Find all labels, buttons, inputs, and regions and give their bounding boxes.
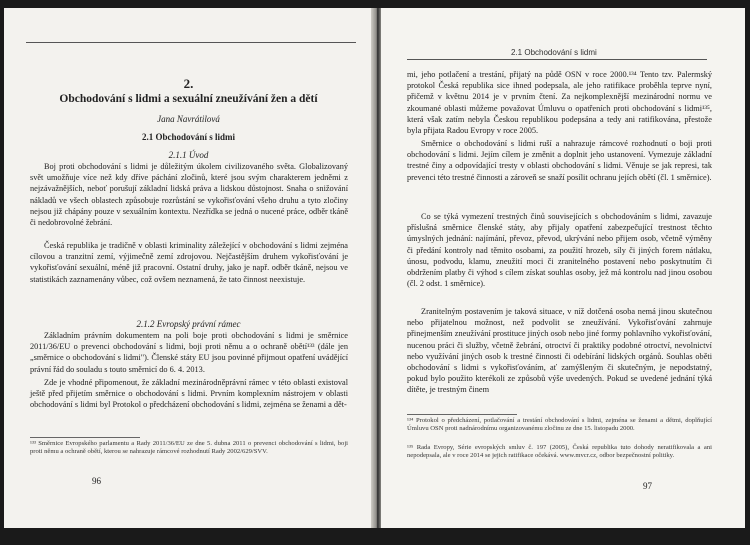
author-name: Jana Navrátilová xyxy=(157,114,220,124)
paragraph: Základním právním dokumentem na poli boje proti obchodování s lidmi je směrnice 2011/36/EU o prevenci obchodování s lidmi, boji proti němu a o ochraně obětí¹³³ (dále jen „směrnice o obchodování s lidmi"). Členské státy EU jsou povinné přijmout opatření uvádějící právní řád do souladu s touto směrnicí do 6. 4. 2013. xyxy=(30,331,348,374)
running-header: 2.1 Obchodování s lidmi xyxy=(511,48,597,57)
paragraph: mi, jeho potlačení a trestání, přijatý na půdě OSN v roce 2000.¹³⁴ Tento tzv. Palermský protokol Česká republika sice ihned podepsala, ale jeho ratifikace proběhla teprve nyní, přičemž v květnu 2014 je v prvním čtení. Za nejkomplexnější mezinárodní normu ve zkoumané oblasti můžeme považovat Úmluvu o opatřeních proti obchodování s lidmi¹³⁵, která však zatím nebyla Českou republikou podepsána a tedy ani ratifikována, přestože byla přijata Radou Evropy v roce 2005. xyxy=(407,70,712,136)
chapter-number: 2. xyxy=(183,76,194,91)
footnote-rule xyxy=(407,414,517,415)
right-page xyxy=(381,8,745,528)
header-rule xyxy=(26,42,356,43)
header-rule xyxy=(407,59,707,60)
subsection-heading: 2.1.1 Úvod xyxy=(168,150,209,160)
paragraph: Česká republika je tradičně v oblasti kriminality záležející v obchodování s lidmi zejména cílovou a tranzitní zemí, výjimečně zemí zdrojovou. Nejčastějším druhem vykořisťování je vykořisťování sexuální, méně již pracovní. Ostatní druhy, jako je např. odběr tkáně, nejsou ve statistikách zaznamenány vůbec, což ovšem neznamená, že tato činnost neexistuje. xyxy=(30,241,348,284)
left-page xyxy=(4,8,373,528)
paragraph: Zde je vhodné připomenout, že základní mezinárodněprávní rámec v této oblasti existoval ještě před přijetím směrnice o obchodování s lidmi. Prvním komplexním nástrojem v oblasti obchodování s lidmi byl Protokol o předcházení obchodování s lidmi, zejména se ženami a dět- xyxy=(30,378,348,410)
footnote: ¹³⁵ Rada Evropy, Série evropských smluv č. 197 (2005), Česká republika tuto dohody neratifikovala a ani nepodepsala, ale v roce 2014 se jejich ratifikace očekává. www.mvcr.cz, odbor bezpečnostní politiky. xyxy=(407,444,712,460)
footnote: ¹³³ Směrnice Evropského parlamentu a Rady 2011/36/EU ze dne 5. dubna 2011 o prevenci obchodování s lidmi, boji proti němu a ochraně obětí, kterou se nahrazuje rámcové rozhodnutí Rady 2002/629/SVV. xyxy=(30,440,348,456)
paragraph: Zranitelným postavením je taková situace, v níž dotčená osoba nemá jinou skutečnou nebo přijatelnou možnost, než podvolit se zneužívání. Vykořisťování zahrnuje přinejmenším zneužívání prostituce jiných osob nebo jiné formy pohlavního vykořisťování, nucenou práci či služby, včetně žebrání, otroctví či praktiky podobné otroctví, nevolnictví nebo využívání jiných osob k trestné činnosti či odebírání lidských orgánů. Souhlas oběti obchodování s lidmi s vykořisťováním, ať zamýšleným či skutečným, je nepodstatný, pokud bylo použito kterékoli ze způsobů výše uvedených. Pokud se uvedené jednání týká dítěte, je trestným činem xyxy=(407,307,712,395)
paragraph: Boj proti obchodování s lidmi je důležitým úkolem civilizovaného světa. Globalizovaný svět umožňuje více než kdy dříve páchání zločinů, které jsou svým charakterem jedněmi z nejzávažnějších, neboť porušují základní lidská práva a lidskou důstojnost. Snaha o snižování nákladů ve všech oblastech způsobuje rozrůstání se vykořisťování všeho druhu a tyto zločiny nejsou již chápány pouze v sexuálním kontextu. Nezřídka se jedná o nucené práce, odběr tkáně či nedobrovolné žebrání. xyxy=(30,162,348,228)
paragraph: Co se týká vymezení trestných činů souvisejících s obchodováním s lidmi, zavazuje příslušná směrnice členské státy, aby přijaly opatření zabezpečující trestnost těchto úmyslných jednání: najímání, převoz, převod, ukrývání nebo přijem osob, včetně výměny či předání kontroly nad těmito osobami, za použití hrozeb, síly či jiných forem nátlaku, únosu, podvodu, klamu, zneužití moci či zranitelného postavení nebo poskytnutím či obdržením platby či výhod s cílem získat souhlas osoby, jež má kontrolu nad jinou osobou (čl. 2 odst. 1 směrnice). xyxy=(407,212,712,289)
paragraph: Směrnice o obchodování s lidmi ruší a nahrazuje rámcové rozhodnutí o boji proti obchodování s lidmi. Jejím cílem je změnit a doplnit jeho ustanovení. Vymezuje základní trestné činy a odpovídající tresty v oblasti obchodování s lidmi. Věnuje se jak represi, tak prevenci této trestné činnosti a zároveň se snaží posílit ochranu jejích obětí (čl. 1 směrnice). xyxy=(407,139,712,182)
section-heading: 2.1 Obchodování s lidmi xyxy=(141,132,236,142)
subsection-heading: 2.1.2 Evropský právní rámec xyxy=(136,319,241,329)
footnote: ¹³⁴ Protokol o předcházení, potlačování a trestání obchodování s lidmi, zejména se ženami a dětmi, doplňující Úmluvu OSN proti nadnárodnímu organizovanému zločinu ze dne 15. listopadu 2000. xyxy=(407,417,712,433)
page-number: 96 xyxy=(92,476,101,486)
page-number: 97 xyxy=(643,481,652,491)
chapter-title: Obchodování s lidmi a sexuální zneužívání žen a dětí xyxy=(59,93,318,105)
footnote-rule xyxy=(30,437,140,438)
